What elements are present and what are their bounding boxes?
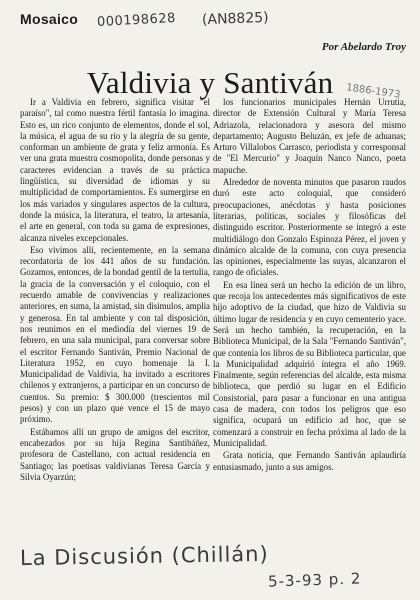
handwritten-catalog-code: 000198628 xyxy=(96,10,177,31)
article-title: Valdivia y Santiván xyxy=(86,64,334,100)
paragraph: Estábamos allí un grupo de amigos del escritor, encabezados por su hija Regina Santibáñez, profesora de Castellano, con actual residencia en Santiago; las poetisas valdivianas Teresa García y Silvia Oyarzún; xyxy=(20,426,210,482)
handwritten-date-note: 5-3-93 p. 2 xyxy=(267,569,362,591)
paragraph: Ir a Valdivia en febrero, significa visitar "el paraíso", tal como nuestra fértil fantasía lo imagina. Esto es, un rico conjunto de elementos, donde el sol, la música, el agua de su río y la alegría de su gente, conforman un ambiente de grata y feliz armonía. Es ver una grata muestra cosmopolita, donde personas y caracteres evidencian a través de su práctica lingüística, su diversidad de idiomas y su multiplicidad de comportamientos. Es sumergirse en los más variados y singulares aspectos de la cultura, donde la música, la literatura, el teatro, la artesanía, el arte en general, con toda su gama de expresiones, alcanza niveles excepcionales. xyxy=(20,97,210,243)
paragraph: Alrededor de noventa minutos que pasaron raudos duró este acto coloquial, que consideró preocupaciones, anécdotas y hasta posiciones literarias, políticas, sociales y filosóficas del distinguido escritor. Posteriormente se integró a este multidiálogo don Gonzalo Espinoza Pérez, el joven y dinámico alcalde de la comuna, con cuya presencia las opiniones, especialmente las suyas, alcanzaron el rango de oficiales. xyxy=(213,177,406,278)
handwritten-library-code: (AN8825) xyxy=(201,9,269,29)
paragraph: En esa línea será un hecho la edición de un libro, que recoja los antecedentes más significativos de este hijo adoptivo de la ciudad, que hizo de Valdivia su último lugar de residencia y en cuyo cementerio yace. Será un hecho también, la recuperación, en la Biblioteca Municipal, de la Sala "Fernando Santiván", que contenía los libros de su Biblioteca particular, que la Municipalidad adquirió íntegra el año 1969. Finalmente, según referencias del alcalde, esta misma biblioteca, que perdió su lugar en el Edificio Consistorial, para pasar a funcionar en una antigua casa de madera, con todos los peligros que eso significa, ocupará un edificio ad hoc, que se comenzará a construir en fecha próxima al lado de la Municipalidad. xyxy=(213,279,406,448)
handwritten-source-note: La Discusión (Chillán) xyxy=(19,541,269,571)
paragraph: Eso vivimos allí, recientemente, en la semana recordatoria de los 441 años de su fundación. Gozamos, entonces, de la bondad gentil de la tertulia, la gracia de la conversación y el coloquio, con el recuerdo amable de convivencias y realizaciones anteriores, en suma, la amistad, sin disimulos, amplia y generosa. En tal ambiente y con tal disposición, nos reunimos en el mediodía del viernes 19 de febrero, en una sala municipal, para conversar sobre el escritor Fernando Santiván, Premio Nacional de Literatura 1952, en cuyo homenaje la I. Municipalidad de Valdivia, ha invitado a escritores chilenos y extranjeros, a participar en un concurso de cuentos. Su premio: $ 300.000 (trescientos mil pesos) y con un plazo que vence el 15 de mayo próximo. xyxy=(20,244,211,425)
paragraph: los funcionarios municipales Hernán Urrutia, director de Extensión Cultural y María Teresa Adriazola, relacionadora y asesora del mismo departamento; Augusto Beluzán, ex jefe de aduanas; Arturo Villalobos Carrasco, periodista y corresponsal de "El Mercurio" y Joaquín Nanco Nanco, poeta mapuche. xyxy=(213,97,406,175)
handwritten-years: 1886-1973 xyxy=(345,82,402,101)
article-column-left xyxy=(20,97,210,483)
paragraph: Grata noticia, que Fernando Santiván aplaudiría entusiasmado, junto a sus amigos. xyxy=(213,450,406,472)
section-name: Mosaico xyxy=(20,11,79,27)
author-byline: Por Abelardo Troy xyxy=(321,41,406,53)
article-column-right xyxy=(213,97,406,473)
